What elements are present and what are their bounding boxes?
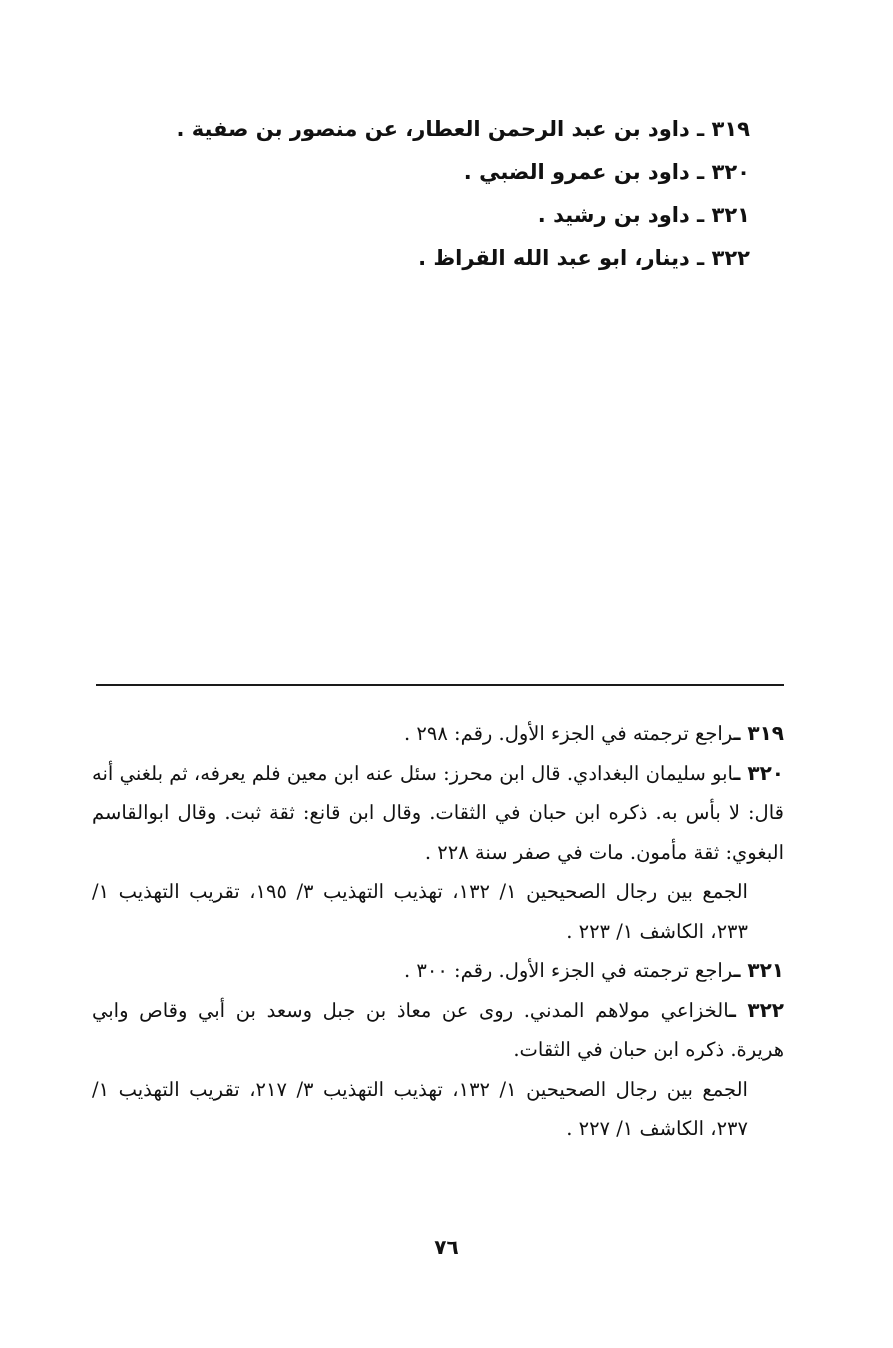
page-number: ٧٦ <box>434 1235 459 1259</box>
footnote-references: الجمع بين رجال الصحيحين ١/ ١٣٢، تهذيب التهذيب ٣/ ٢١٧، تقريب التهذيب ١/ ٢٣٧، الكاشف ١/ ٢٢٧ . <box>92 1077 748 1140</box>
footnote-322 <box>92 991 784 1149</box>
footnotes-section <box>92 714 784 1149</box>
footnote-text: راجع ترجمته في الجزء الأول. رقم: ٣٠٠ . <box>404 959 734 982</box>
main-entry-321: ٣٢١ ـ داود بن رشيد . <box>537 203 750 227</box>
footnote-number: ٣٢٠ ـ <box>733 760 784 785</box>
footnote-number: ٣٢٢ ـ <box>729 997 784 1022</box>
footnote-319 <box>92 714 784 754</box>
main-entry-319: ٣١٩ ـ داود بن عبد الرحمن العطار، عن منصور بن صفية . <box>176 117 750 141</box>
main-entries-list <box>176 108 750 280</box>
footnote-divider <box>96 684 784 686</box>
footnote-text: ابو سليمان البغدادي. قال ابن محرز: سئل عنه ابن معين فلم يعرفه، ثم بلغني أنه قال: لا بأس به. ذكره ابن حبان في الثقات. وقال ابن قانع: ثقة ثبت. وقال ابوالقاسم البغوي: ثقة مأمون. مات في صفر سنة ٢٢٨ . <box>92 761 784 864</box>
footnote-321 <box>92 951 784 991</box>
footnote-number: ٣٢١ ـ <box>733 958 784 982</box>
main-entry-322: ٣٢٢ ـ دينار، ابو عبد الله القراظ . <box>418 246 750 270</box>
footnote-paragraph <box>92 754 784 873</box>
footnote-paragraph <box>92 714 784 754</box>
footnote-references: الجمع بين رجال الصحيحين ١/ ١٣٢، تهذيب التهذيب ٣/ ١٩٥، تقريب التهذيب ١/ ٢٣٣، الكاشف ١/ ٢٢٣ . <box>92 880 748 943</box>
main-entry-320: ٣٢٠ ـ داود بن عمرو الضبي . <box>463 160 750 184</box>
footnote-text: الخزاعي مولاهم المدني. روى عن معاذ بن جبل وسعد بن أبي وقاص وابي هريرة. ذكره ابن حبان في الثقات. <box>92 998 784 1061</box>
footnote-paragraph <box>92 951 784 991</box>
footnote-paragraph <box>92 991 784 1070</box>
footnote-text: راجع ترجمته في الجزء الأول. رقم: ٢٩٨ . <box>404 722 734 745</box>
footnote-320 <box>92 754 784 952</box>
footnote-number: ٣١٩ ـ <box>733 721 784 745</box>
